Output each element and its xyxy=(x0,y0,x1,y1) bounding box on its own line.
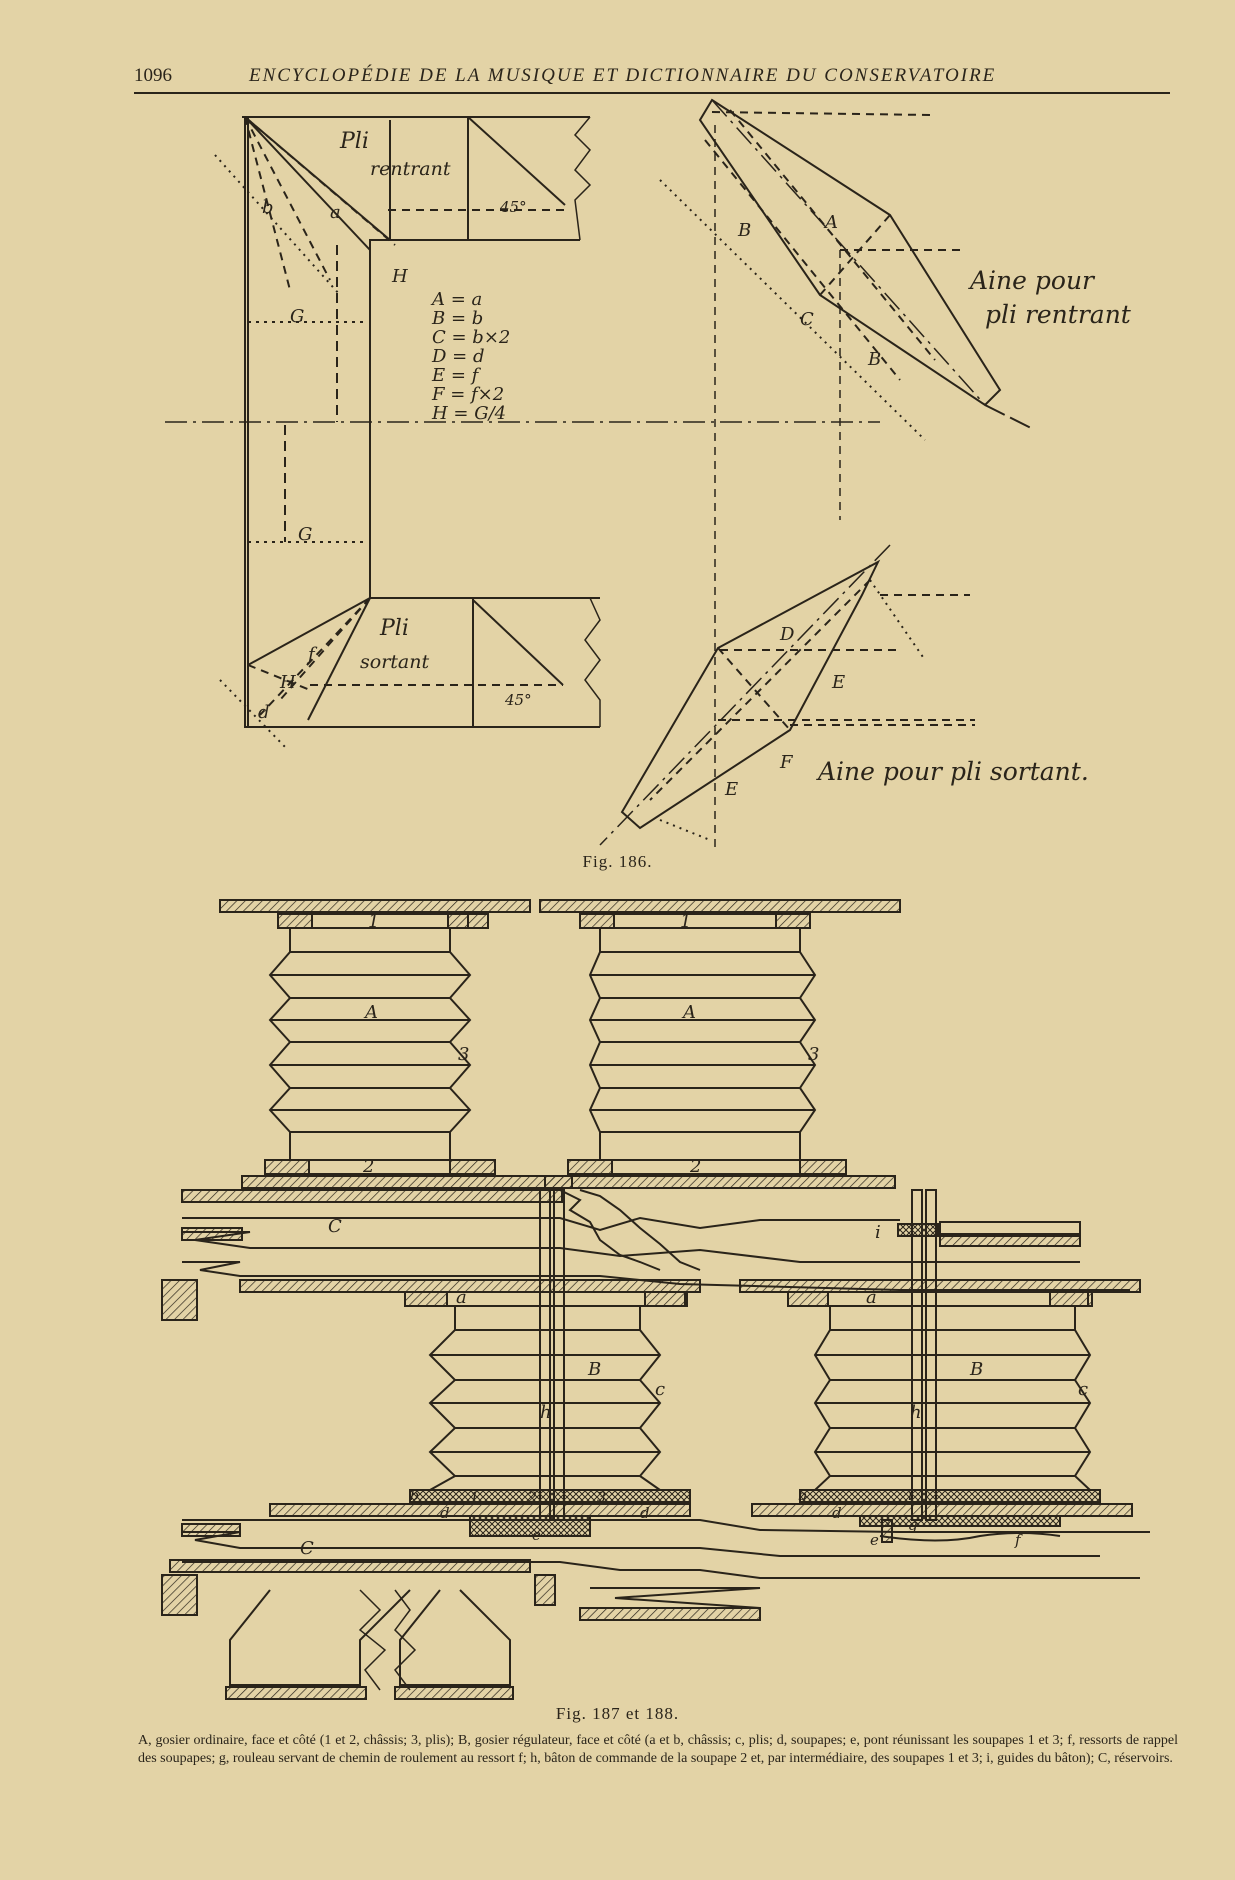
dim-G-bottom: G xyxy=(298,524,313,545)
label-3-left: 3 xyxy=(458,1044,470,1065)
label-pli-sortant-2: sortant xyxy=(360,651,430,673)
label-i-bottom: i xyxy=(908,1488,913,1504)
label-aine-sortant: Aine pour pli sortant. xyxy=(818,757,1089,786)
label-3-right: 3 xyxy=(808,1044,820,1065)
dim-b: b xyxy=(262,197,274,218)
label-pli-rentrant-2: rentrant xyxy=(370,158,451,180)
bellows-B-left xyxy=(405,1190,690,1520)
equation-7: H = G/4 xyxy=(432,403,507,424)
dim-D: D xyxy=(780,624,795,645)
label-h-left: h xyxy=(540,1402,552,1423)
label-1-left: 1 xyxy=(368,911,380,932)
bellows-bottom xyxy=(226,1590,513,1699)
label-B-left: B xyxy=(588,1359,602,1380)
label-A-left: A xyxy=(365,1002,378,1023)
dim-B-top: B xyxy=(738,220,752,241)
dim-A: A xyxy=(825,212,838,233)
label-e-left: e xyxy=(532,1526,541,1544)
dim-f: f xyxy=(308,644,315,665)
figure-legend: A, gosier ordinaire, face et côté (1 et 2, châssis; 3, plis); B, gosier régulateur, face et côté (a et b, châssis; c, plis; d, soupapes; e, pont réunissant les soupapes 1 et 3; f, ressorts de rappel des soupapes; g, rouleau servant de chemin de roulement au ressort f; h, bâton de commande de la soupape 2 et, par intermédiaire, des soupapes 1 et 3; i, guides du bâton); C, réservoirs. xyxy=(138,1733,1178,1766)
reservoir-C-bottom xyxy=(162,1504,1150,1620)
label-a-right: a xyxy=(866,1287,877,1308)
label-B-right: B xyxy=(970,1359,984,1380)
label-a-left: a xyxy=(456,1287,467,1308)
label-pli-sortant-1: Pli xyxy=(380,616,409,641)
label-pli-rentrant-1: Pli xyxy=(340,129,369,154)
dim-d: d xyxy=(258,702,270,723)
label-angle-bottom: 45° xyxy=(505,691,532,709)
dim-F: F xyxy=(780,752,793,773)
label-1-right: 1 xyxy=(680,911,692,932)
running-title: ENCYCLOPÉDIE DE LA MUSIQUE ET DICTIONNAIRE DU CONSERVATOIRE xyxy=(249,65,997,86)
bellows-A-right xyxy=(540,900,900,1188)
label-c-left: c xyxy=(655,1379,666,1400)
bellows-A-left xyxy=(220,900,572,1188)
label-f: f xyxy=(1015,1531,1021,1549)
label-d-left-1: d xyxy=(440,1504,450,1522)
page-number: 1096 xyxy=(134,65,172,86)
label-i-top: i xyxy=(875,1222,881,1243)
label-b-right: b xyxy=(798,1488,807,1504)
label-d-right: d xyxy=(832,1504,842,1522)
dim-E-left: E xyxy=(725,779,739,800)
label-2-right: 2 xyxy=(690,1156,702,1177)
label-valve-3: 3 xyxy=(597,1490,606,1506)
label-e-right: e xyxy=(870,1531,879,1549)
fig186-caption: Fig. 186. xyxy=(582,852,653,871)
equation-6: F = f×2 xyxy=(432,384,505,405)
dim-B-bottom: B xyxy=(868,349,882,370)
label-angle-top: 45° xyxy=(500,198,527,216)
dim-E-right: E xyxy=(832,672,846,693)
label-2-left: 2 xyxy=(363,1156,375,1177)
fig187-caption: Fig. 187 et 188. xyxy=(555,1704,680,1723)
label-c-right: c xyxy=(1078,1379,1089,1400)
label-h-right: h xyxy=(910,1402,922,1423)
dim-H-top: H xyxy=(392,266,408,287)
label-valve-1: 1 xyxy=(470,1490,479,1506)
label-A-right: A xyxy=(683,1002,696,1023)
label-b-left: b xyxy=(410,1488,419,1504)
label-g: g xyxy=(908,1516,918,1534)
label-C-bottom: C xyxy=(300,1538,314,1559)
label-aine-rentrant-1: Aine pour xyxy=(970,266,1094,295)
label-C-top: C xyxy=(328,1216,342,1237)
label-valve-2: 2 xyxy=(528,1490,537,1506)
label-d-left-2: d xyxy=(640,1504,650,1522)
dim-G-top: G xyxy=(290,306,305,327)
equation-4: D = d xyxy=(432,346,485,367)
equation-3: C = b×2 xyxy=(432,327,511,348)
dim-C: C xyxy=(800,309,814,330)
equation-2: B = b xyxy=(432,308,484,329)
equation-5: E = f xyxy=(432,365,479,386)
equation-1: A = a xyxy=(432,289,483,310)
label-aine-rentrant-2: pli rentrant xyxy=(985,300,1131,329)
dim-a: a xyxy=(330,202,341,223)
dim-H-bottom: H xyxy=(280,672,296,693)
